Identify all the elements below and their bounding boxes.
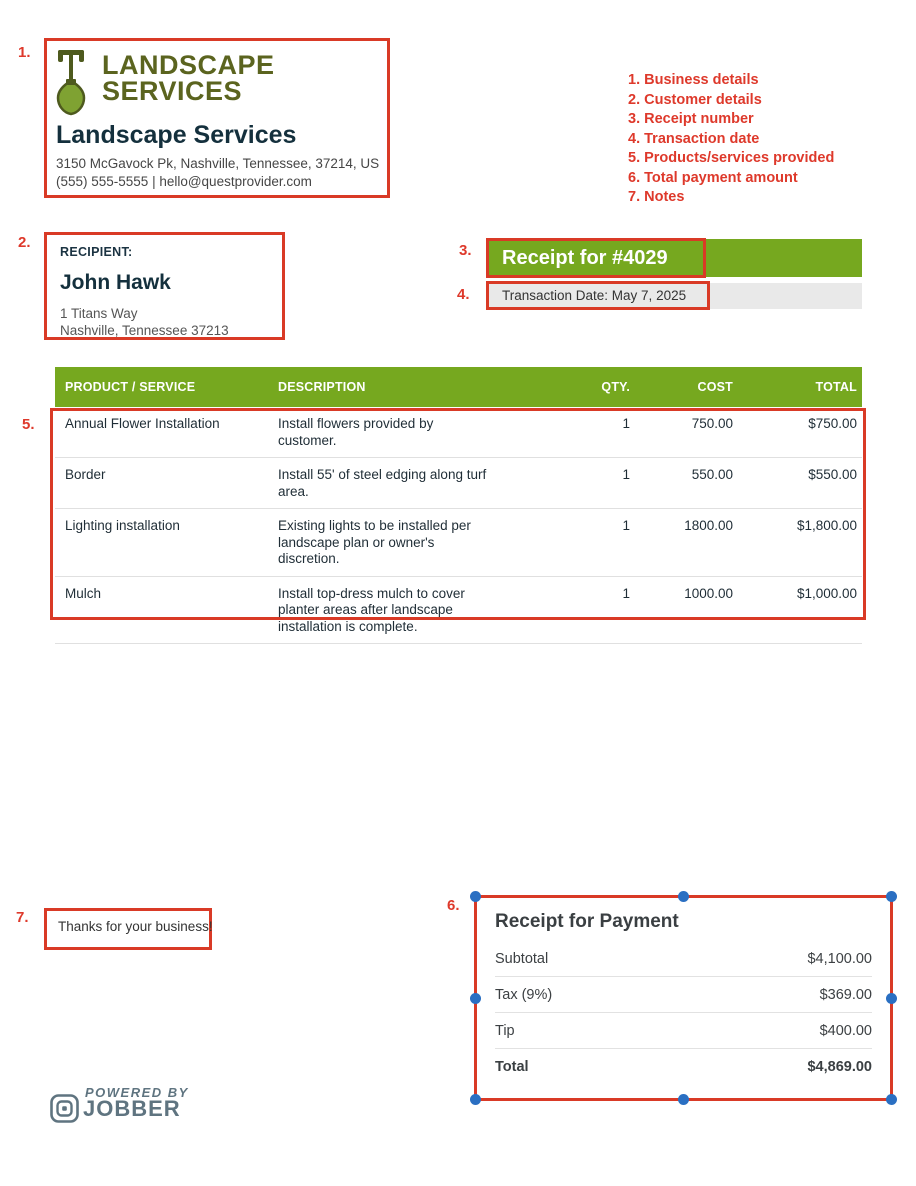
cell-cost: 1000.00 — [640, 576, 743, 644]
powered-by-text: POWERED BY — [85, 1085, 189, 1100]
table-row — [55, 407, 862, 458]
cell-total: $550.00 — [743, 458, 862, 509]
recipient-heading: RECIPIENT: — [60, 245, 133, 259]
selection-handle-top-left[interactable] — [470, 891, 481, 902]
cell-total: $1,000.00 — [743, 576, 862, 644]
cell-cost: 550.00 — [640, 458, 743, 509]
selection-handle-mid-left[interactable] — [470, 993, 481, 1004]
header-description: DESCRIPTION — [268, 367, 508, 407]
header-product-service: PRODUCT / SERVICE — [55, 367, 268, 407]
header-qty: QTY. — [508, 367, 640, 407]
business-name: Landscape Services — [56, 121, 297, 149]
annotation-number-5: 5. — [22, 416, 35, 433]
recipient-address-line1: 1 Titans Way — [60, 306, 138, 321]
legend-item-notes: 7. Notes — [628, 189, 685, 205]
cell-product: Border — [55, 458, 268, 509]
payment-row-tax — [495, 977, 872, 1013]
annotation-box-payment — [474, 895, 893, 1101]
payment-row-tip — [495, 1013, 872, 1049]
legend-item-products: 5. Products/services provided — [628, 150, 835, 166]
annotation-number-6: 6. — [447, 897, 460, 914]
selection-handle-bottom-center[interactable] — [678, 1094, 689, 1105]
subtotal-value: $4,100.00 — [807, 951, 872, 967]
cell-qty: 1 — [508, 458, 640, 509]
selection-handle-bottom-right[interactable] — [886, 1094, 897, 1105]
items-header-row — [55, 367, 862, 407]
annotation-number-1: 1. — [18, 44, 31, 61]
recipient-block — [60, 245, 229, 339]
payment-summary — [477, 898, 890, 1084]
table-row — [55, 576, 862, 644]
cell-product: Mulch — [55, 576, 268, 644]
tip-value: $400.00 — [819, 1023, 872, 1039]
logo-wordmark-line2: SERVICES — [102, 76, 243, 106]
recipient-address-line2: Nashville, Tennessee 37213 — [60, 323, 229, 338]
legend-item-business: 1. Business details — [628, 72, 759, 88]
legend-item-receipt-number: 3. Receipt number — [628, 111, 754, 127]
header-total: TOTAL — [743, 367, 862, 407]
annotation-number-3: 3. — [459, 242, 472, 259]
annotation-number-2: 2. — [18, 234, 31, 251]
subtotal-label: Subtotal — [495, 951, 549, 967]
cell-description: Install top-dress mulch to cover planter areas after landscape installation is complete. — [268, 576, 508, 644]
logo-wordmark — [102, 52, 275, 104]
cell-cost: 750.00 — [640, 407, 743, 458]
annotation-number-7: 7. — [16, 909, 29, 926]
payment-row-subtotal — [495, 941, 872, 977]
tax-value: $369.00 — [819, 987, 872, 1003]
cell-total: $1,800.00 — [743, 509, 862, 577]
jobber-wordmark: JOBBER — [83, 1096, 181, 1121]
cell-product: Lighting installation — [55, 509, 268, 577]
cell-description: Existing lights to be installed per landscape plan or owner's discretion. — [268, 509, 508, 577]
legend-item-total: 6. Total payment amount — [628, 169, 798, 186]
line-items-table — [55, 367, 862, 644]
business-address: 3150 McGavock Pk, Nashville, Tennessee, 37214, US — [56, 156, 380, 171]
cell-qty: 1 — [508, 407, 640, 458]
total-value: $4,869.00 — [807, 1059, 872, 1075]
transaction-date-bar — [487, 283, 862, 309]
tip-label: Tip — [495, 1023, 515, 1039]
selection-handle-bottom-left[interactable] — [470, 1094, 481, 1105]
cell-description: Install 55' of steel edging along turf area. — [268, 458, 508, 509]
cell-description: Install flowers provided by customer. — [268, 407, 508, 458]
receipt-title-bar — [487, 239, 862, 277]
annotation-number-4: 4. — [457, 286, 470, 303]
header-cost: COST — [640, 367, 743, 407]
legend-item-transaction-date: 4. Transaction date — [628, 130, 760, 147]
cell-cost: 1800.00 — [640, 509, 743, 577]
notes-text: Thanks for your business! — [58, 919, 213, 934]
selection-handle-mid-right[interactable] — [886, 993, 897, 1004]
cell-qty: 1 — [508, 509, 640, 577]
payment-title: Receipt for Payment — [495, 911, 679, 932]
tax-label: Tax (9%) — [495, 987, 553, 1003]
transaction-date: Transaction Date: May 7, 2025 — [502, 288, 687, 303]
receipt-title: Receipt for #4029 — [502, 247, 668, 269]
selection-handle-top-center[interactable] — [678, 891, 689, 902]
cell-qty: 1 — [508, 576, 640, 644]
business-contact: (555) 555-5555 | hello@questprovider.com — [56, 174, 312, 189]
legend-item-customer: 2. Customer details — [628, 91, 762, 108]
selection-handle-top-right[interactable] — [886, 891, 897, 902]
payment-row-total — [495, 1049, 872, 1084]
table-row — [55, 458, 862, 509]
table-row — [55, 509, 862, 577]
cell-product: Annual Flower Installation — [55, 407, 268, 458]
shovel-icon — [56, 50, 86, 116]
business-logo — [56, 50, 275, 116]
logo-wordmark-line1: LANDSCAPE — [102, 50, 275, 80]
cell-total: $750.00 — [743, 407, 862, 458]
annotation-legend — [628, 71, 834, 208]
total-label: Total — [495, 1059, 529, 1075]
recipient-name: John Hawk — [60, 271, 171, 294]
jobber-logo-icon — [50, 1094, 79, 1123]
